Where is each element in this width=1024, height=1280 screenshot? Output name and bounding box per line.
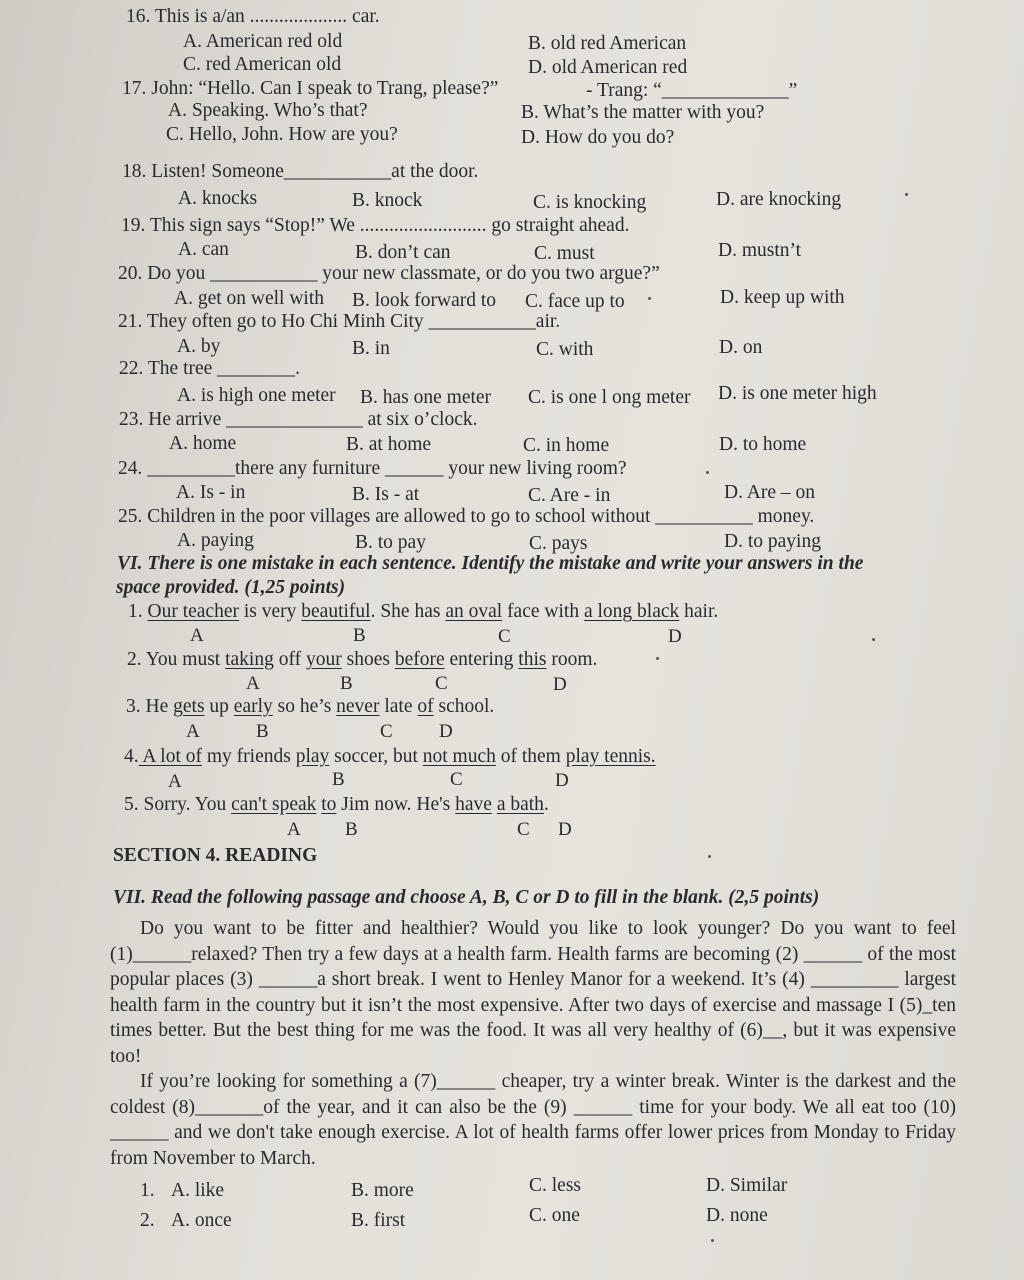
q19-stem: 19. This sign says “Stop!” We .......................... go straight ahead. xyxy=(121,215,630,236)
s1-label-b: B xyxy=(353,625,366,646)
q16-option-d: D. old American red xyxy=(528,57,688,78)
s5-label-d: D xyxy=(558,819,572,840)
passage-q2-option-d: D. none xyxy=(706,1205,768,1226)
q23-stem: 23. He arrive ______________ at six o’clock. xyxy=(119,409,478,430)
q25-option-c: C. pays xyxy=(529,533,588,554)
s5-label-a: A xyxy=(287,819,301,840)
error-sentence-5: 5. Sorry. You can't speak to Jim now. He's have a bath. xyxy=(124,794,549,815)
q17-stem: 17. John: “Hello. Can I speak to Trang, please?” xyxy=(122,78,499,99)
s4-label-c: C xyxy=(450,769,463,790)
s1-label-d: D xyxy=(668,626,682,647)
q22-option-b: B. has one meter xyxy=(360,387,492,408)
q24-stem: 24. _________there any furniture ______ your new living room? xyxy=(118,458,627,479)
q17-option-c: C. Hello, John. How are you? xyxy=(166,124,398,145)
print-speck xyxy=(648,297,651,300)
q21-option-c: C. with xyxy=(536,339,594,360)
passage-q2-option-c: C. one xyxy=(529,1205,580,1226)
s2-label-a: A xyxy=(246,673,260,694)
s3-label-c: C xyxy=(380,721,393,742)
q24-option-d: D. Are – on xyxy=(724,482,815,503)
error-sentence-3: 3. He gets up early so he’s never late of school. xyxy=(126,696,495,717)
error-sentence-2: 2. You must taking off your shoes before entering this room. xyxy=(127,649,598,670)
q21-option-a: A. by xyxy=(177,336,221,357)
q17-option-a: A. Speaking. Who’s that? xyxy=(168,100,368,121)
print-speck xyxy=(711,1239,714,1242)
q18-option-a: A. knocks xyxy=(178,188,258,209)
print-speck xyxy=(872,638,875,641)
passage-paragraph-2-text: If you’re looking for something a (7)______ cheaper, try a winter break. Winter is the darkest and the coldest (8)_______of the year, and it can also be the (9) ______ time for your body. We all eat too (10) ______ and we don't take enough exercise. A lot of health farms offer lower prices from Monday to Friday from November to March. xyxy=(110,1071,956,1169)
q21-option-d: D. on xyxy=(719,337,763,358)
q20-option-a: A. get on well with xyxy=(174,288,325,309)
s4-label-a: A xyxy=(168,771,182,792)
q17-reply: - Trang: “_____________” xyxy=(586,80,798,101)
q21-stem: 21. They often go to Ho Chi Minh City ___________air. xyxy=(118,311,561,332)
q23-option-c: C. in home xyxy=(523,435,610,456)
q18-option-c: C. is knocking xyxy=(533,192,647,213)
q24-option-c: C. Are - in xyxy=(528,485,611,506)
passage-q1-number: 1. xyxy=(140,1180,155,1201)
error-sentence-4: 4. A lot of my friends play soccer, but not much of them play tennis. xyxy=(124,746,656,767)
q23-option-d: D. to home xyxy=(719,434,807,455)
q23-option-a: A. home xyxy=(169,433,237,454)
q17-option-d: D. How do you do? xyxy=(521,127,675,148)
passage-paragraph-2 xyxy=(110,1069,956,1171)
q22-stem: 22. The tree ________. xyxy=(119,358,301,379)
s5-label-b: B xyxy=(345,819,358,840)
passage-q2-option-b: B. first xyxy=(351,1210,406,1231)
q16-stem: 16. This is a/an .................... car. xyxy=(126,6,380,27)
s2-label-d: D xyxy=(553,674,567,695)
q17-option-b: B. What’s the matter with you? xyxy=(521,102,765,123)
q22-option-c: C. is one l ong meter xyxy=(528,387,691,408)
passage-q2-number: 2. xyxy=(140,1210,155,1231)
q20-option-c: C. face up to xyxy=(525,291,625,312)
q20-stem: 20. Do you ___________ your new classmate, or do you two argue?” xyxy=(118,263,660,284)
print-speck xyxy=(905,193,908,196)
q23-option-b: B. at home xyxy=(346,434,432,455)
q19-option-b: B. don’t can xyxy=(355,242,451,263)
q16-option-c: C. red American old xyxy=(183,54,342,75)
passage-q1-option-d: D. Similar xyxy=(706,1175,788,1196)
s4-label-d: D xyxy=(555,770,569,791)
section4-heading: SECTION 4. READING xyxy=(113,845,318,866)
s1-label-a: A xyxy=(190,625,204,646)
q20-option-d: D. keep up with xyxy=(720,287,845,308)
passage-q1-option-a: A. like xyxy=(171,1180,225,1201)
q16-option-a: A. American red old xyxy=(183,31,343,52)
s2-label-b: B xyxy=(340,673,353,694)
section6-heading-line2: space provided. (1,25 points) xyxy=(116,577,346,598)
s3-label-a: A xyxy=(186,721,200,742)
q18-option-d: D. are knocking xyxy=(716,189,842,210)
passage-q1-option-b: B. more xyxy=(351,1180,414,1201)
print-speck xyxy=(656,657,659,660)
q24-option-a: A. Is - in xyxy=(176,482,246,503)
q22-option-d: D. is one meter high xyxy=(718,383,877,404)
s5-label-c: C xyxy=(517,819,530,840)
s1-label-c: C xyxy=(498,626,511,647)
s4-label-b: B xyxy=(332,769,345,790)
print-speck xyxy=(706,471,709,474)
q20-option-b: B. look forward to xyxy=(352,290,497,311)
passage-paragraph-1-text: Do you want to be fitter and healthier? Would you like to look younger? Do you want to feel (1)______relaxed? Then try a few days at a health farm. Health farms are becoming (2) ______ of the most popular places (3) ______a short break. I went to Henley Manor for a weekend. It’s (4) _________ largest health farm in the country but it isn’t the most expensive. After two days of exercise and massage I (5)_ten times better. But the best thing for me was the food. It was all very healthy of (6)__, but it was expensive too! xyxy=(110,918,956,1067)
q22-option-a: A. is high one meter xyxy=(177,385,336,406)
q19-option-d: D. mustn’t xyxy=(718,240,802,261)
section6-heading-line1: VI. There is one mistake in each sentence. Identify the mistake and write your answers in the xyxy=(117,553,864,574)
passage-q1-option-c: C. less xyxy=(529,1175,582,1196)
q25-option-b: B. to pay xyxy=(355,532,426,553)
q18-option-b: B. knock xyxy=(352,190,423,211)
s3-label-d: D xyxy=(439,721,453,742)
error-sentence-1: 1. Our teacher is very beautiful. She has an oval face with a long black hair. xyxy=(128,601,719,622)
q19-option-c: C. must xyxy=(534,243,595,264)
q16-option-b: B. old red American xyxy=(528,33,687,54)
q25-option-d: D. to paying xyxy=(724,531,821,552)
s3-label-b: B xyxy=(256,721,269,742)
q24-option-b: B. Is - at xyxy=(352,484,420,505)
q25-option-a: A. paying xyxy=(177,530,254,551)
q25-stem: 25. Children in the poor villages are allowed to go to school without __________ money. xyxy=(118,506,815,527)
print-speck xyxy=(708,855,711,858)
q21-option-b: B. in xyxy=(352,338,390,359)
passage-paragraph-1 xyxy=(110,916,956,1069)
s2-label-c: C xyxy=(435,673,448,694)
section7-heading: VII. Read the following passage and choose A, B, C or D to fill in the blank. (2,5 points) xyxy=(113,887,820,908)
passage-q2-option-a: A. once xyxy=(171,1210,232,1231)
q19-option-a: A. can xyxy=(178,239,229,260)
q18-stem: 18. Listen! Someone___________at the door. xyxy=(122,161,479,182)
